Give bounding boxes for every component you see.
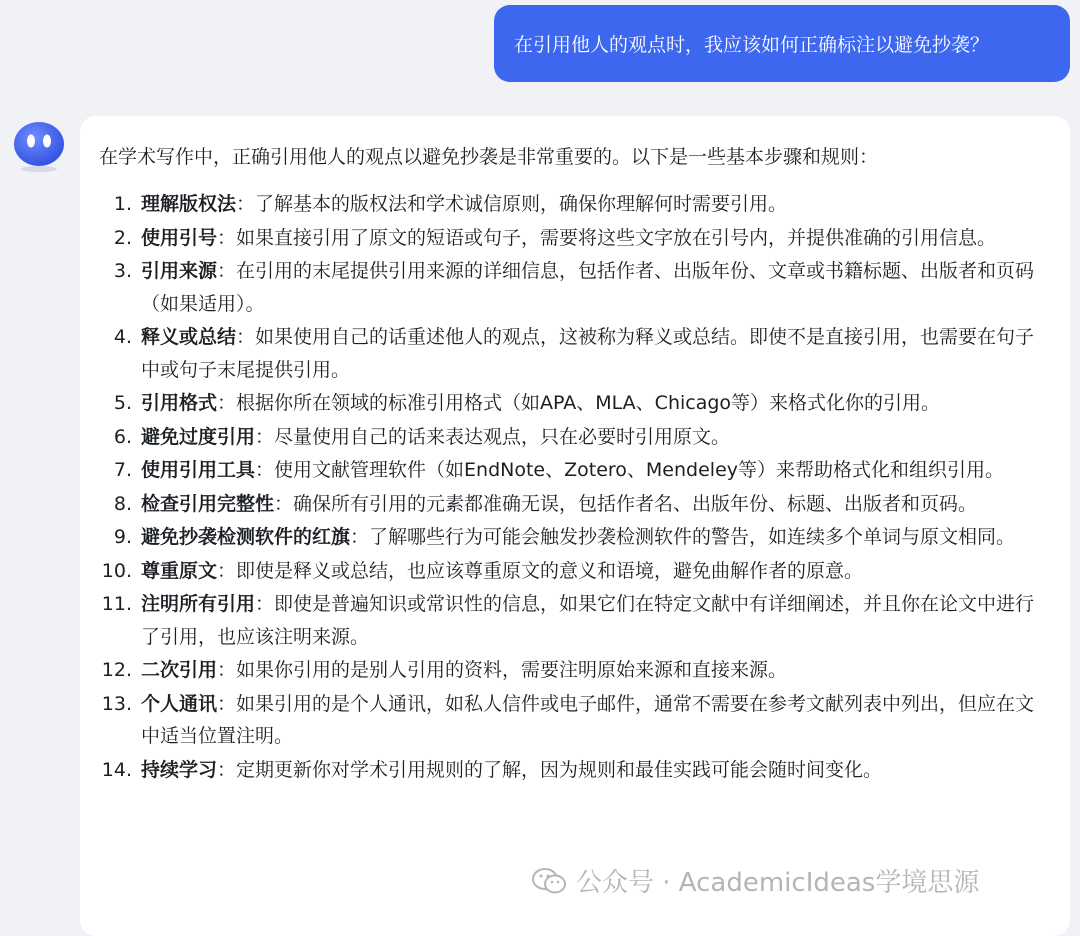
step-title: 持续学习 — [141, 758, 218, 781]
list-item — [99, 255, 1048, 320]
step-separator: ： — [217, 659, 237, 681]
step-number: 6. — [113, 425, 132, 448]
step-title: 尊重原文 — [141, 559, 218, 582]
watermark — [532, 862, 979, 899]
step-number: 5. — [113, 392, 132, 414]
user-message-bubble — [494, 5, 1070, 82]
step-title: 二次引用 — [141, 659, 218, 681]
list-item — [99, 521, 1048, 554]
step-number: 4. — [113, 326, 132, 348]
step-title: 个人通讯 — [141, 692, 218, 715]
step-title: 避免抄袭检测软件的红旗 — [141, 526, 351, 548]
list-item — [99, 688, 1048, 753]
step-text: 了解哪些行为可能会触发抄袭检测软件的警告，如连续多个单词与原文相同。 — [369, 526, 1016, 548]
step-separator: ： — [236, 326, 256, 348]
step-text: 如果直接引用了原文的短语或句子，需要将这些文字放在引号内，并提供准确的引用信息。 — [236, 226, 997, 249]
watermark-text: 公众号 · AcademicIdeas学境思源 — [576, 868, 980, 898]
step-title: 避免过度引用 — [141, 425, 256, 448]
step-title: 使用引号 — [141, 226, 218, 249]
step-number: 14. — [101, 758, 132, 781]
step-number: 8. — [113, 492, 132, 515]
step-separator: ： — [350, 526, 370, 548]
step-number: 9. — [113, 526, 132, 548]
step-text: 即使是普遍知识或常识性的信息，如果它们在特定文献中有详细阐述，并且你在论文中进行了引用，也应该注明来源。 — [141, 593, 1035, 648]
step-number: 1. — [113, 193, 132, 215]
step-text: 尽量使用自己的话来表达观点，只在必要时引用原文。 — [274, 425, 731, 448]
list-item — [99, 321, 1048, 386]
list-item — [99, 387, 1048, 420]
step-number: 2. — [113, 226, 132, 249]
step-text: 在引用的末尾提供引用来源的详细信息，包括作者、出版年份、文章或书籍标题、出版者和页码（如果适用）。 — [141, 260, 1035, 315]
step-text: 确保所有引用的元素都准确无误，包括作者名、出版年份、标题、出版者和页码。 — [293, 492, 978, 515]
step-separator: ： — [217, 692, 237, 715]
step-title: 使用引用工具 — [141, 459, 256, 481]
list-item — [99, 454, 1048, 487]
step-title: 理解版权法 — [141, 193, 237, 215]
step-number: 3. — [113, 260, 132, 282]
steps-list — [99, 188, 1048, 786]
step-separator: ： — [255, 593, 275, 615]
step-title: 引用格式 — [141, 392, 218, 414]
step-separator: ： — [236, 193, 256, 215]
step-separator: ： — [217, 260, 237, 282]
step-text: 如果你引用的是别人引用的资料，需要注明原始来源和直接来源。 — [236, 659, 788, 681]
step-text: 即使是释义或总结，也应该尊重原文的意义和语境，避免曲解作者的原意。 — [236, 559, 864, 582]
step-separator: ： — [255, 425, 275, 448]
step-separator: ： — [274, 492, 294, 515]
step-separator: ： — [255, 459, 275, 481]
list-item — [99, 654, 1048, 687]
step-separator: ： — [217, 559, 237, 582]
list-item — [99, 488, 1048, 521]
list-item — [99, 188, 1048, 221]
step-text: 如果引用的是个人通讯，如私人信件或电子邮件，通常不需要在参考文献列表中列出，但应在文中适当位置注明。 — [141, 692, 1035, 747]
step-number: 7. — [113, 459, 132, 481]
step-text: 如果使用自己的话重述他人的观点，这被称为释义或总结。即使不是直接引用，也需要在句子中或句子末尾提供引用。 — [141, 326, 1035, 381]
step-title: 引用来源 — [141, 260, 218, 282]
step-text: 根据你所在领域的标准引用格式（如APA、MLA、Chicago等）来格式化你的引用。 — [236, 392, 941, 414]
step-title: 注明所有引用 — [141, 593, 256, 615]
step-title: 检查引用完整性 — [141, 492, 275, 515]
step-text: 定期更新你对学术引用规则的了解，因为规则和最佳实践可能会随时间变化。 — [236, 758, 883, 781]
step-number: 11. — [101, 593, 132, 615]
list-item — [99, 754, 1048, 787]
answer-intro: 在学术写作中，正确引用他人的观点以避免抄袭是非常重要的。以下是一些基本步骤和规则： — [99, 146, 879, 168]
step-separator: ： — [217, 226, 237, 249]
assistant-answer-card — [80, 116, 1070, 936]
user-message-text: 在引用他人的观点时，我应该如何正确标注以避免抄袭？ — [514, 34, 990, 56]
bot-avatar-icon — [13, 120, 65, 172]
step-separator: ： — [217, 392, 237, 414]
list-item — [99, 421, 1048, 454]
step-number: 13. — [101, 692, 132, 715]
step-separator: ： — [217, 758, 237, 781]
step-text: 了解基本的版权法和学术诚信原则，确保你理解何时需要引用。 — [255, 193, 788, 215]
list-item — [99, 222, 1048, 255]
step-number: 10. — [101, 559, 132, 582]
step-title: 释义或总结 — [141, 326, 237, 348]
step-number: 12. — [101, 659, 132, 681]
list-item — [99, 555, 1048, 588]
wechat-icon — [532, 867, 566, 895]
step-text: 使用文献管理软件（如EndNote、Zotero、Mendeley等）来帮助格式化和组织引用。 — [274, 459, 1005, 481]
list-item — [99, 588, 1048, 653]
